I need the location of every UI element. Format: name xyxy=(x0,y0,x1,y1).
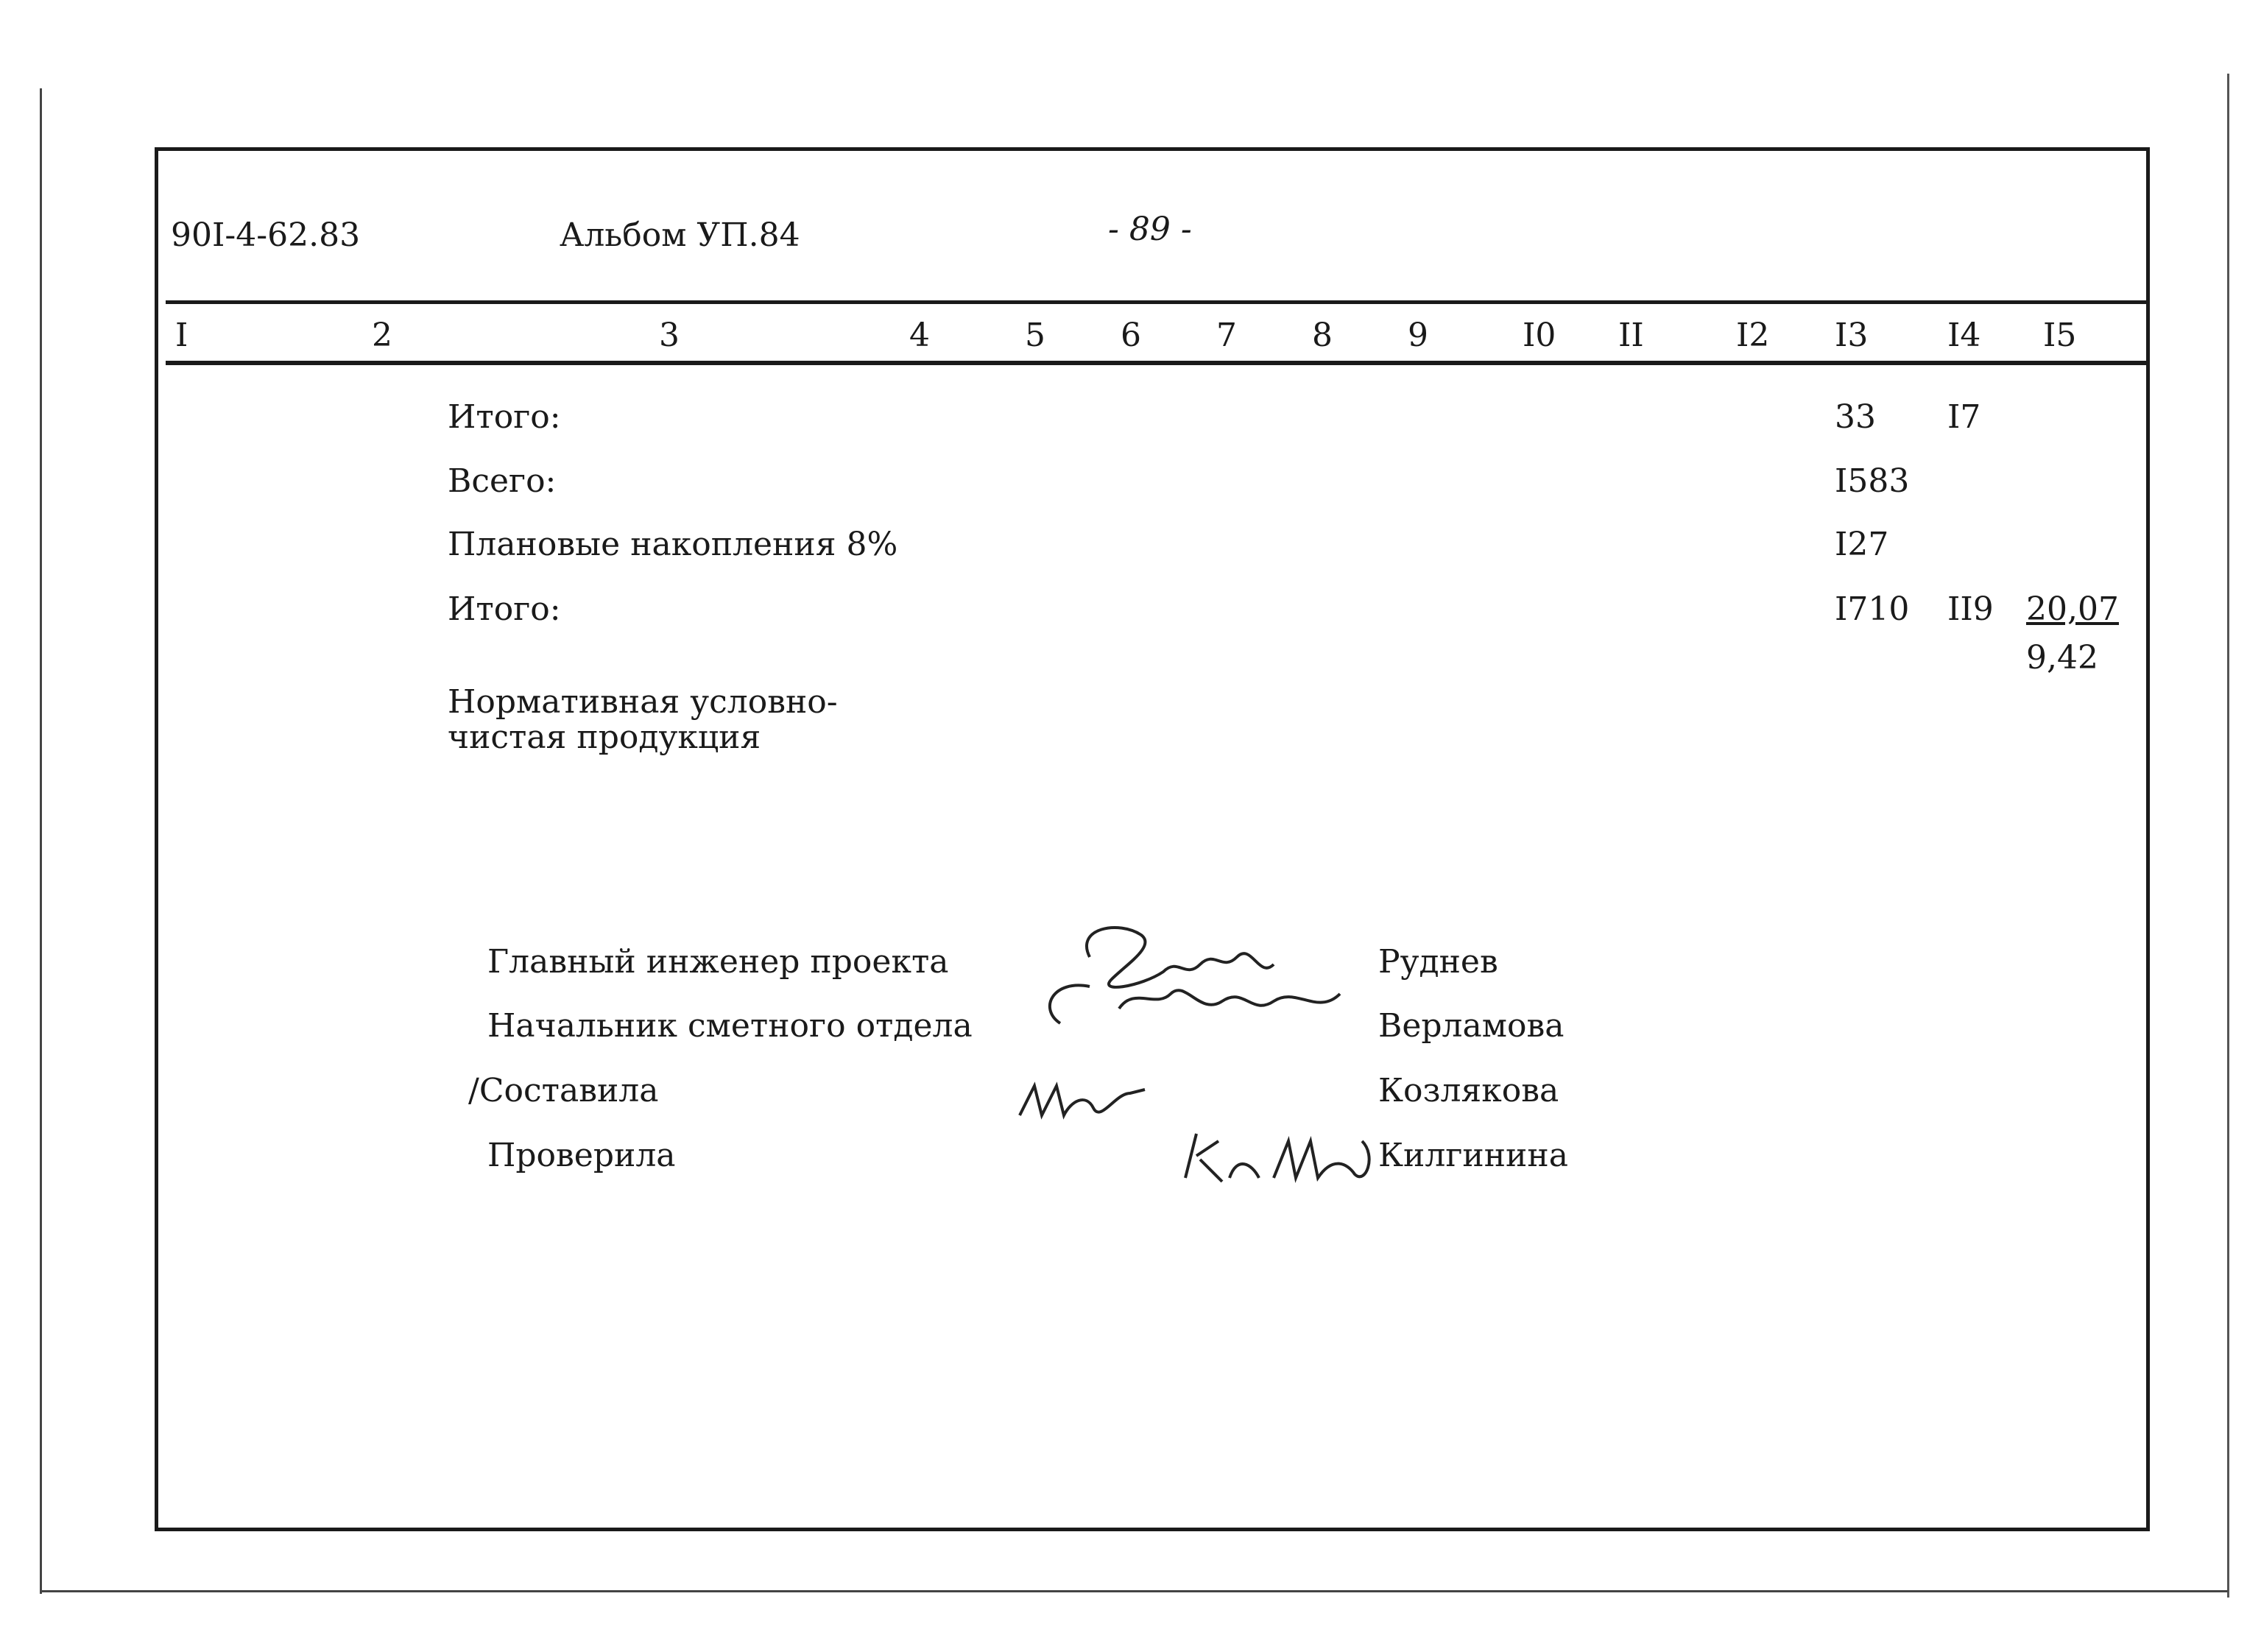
sig-name-kilginina: Килгинина xyxy=(1378,1137,1568,1174)
col-number-5: 5 xyxy=(1025,317,1045,354)
col-number-11: II xyxy=(1618,317,1644,354)
row-label-itogo-2: Итого: xyxy=(448,590,561,628)
handwritten-signature-3 xyxy=(1178,1112,1384,1193)
sig-role-compiled: /Составила xyxy=(468,1072,659,1109)
outer-left-border xyxy=(40,88,42,1594)
col-number-14: I4 xyxy=(1947,317,1981,354)
col-number-13: I3 xyxy=(1835,317,1869,354)
doc-code: 90I-4-62.83 xyxy=(171,216,361,254)
sig-role-chief-engineer: Главный инженер проекта xyxy=(487,943,949,981)
album-title: Альбом УП.84 xyxy=(560,216,800,254)
handwritten-signature-1 xyxy=(1031,913,1384,1060)
row-itogo-2-c15-second: 9,42 xyxy=(2026,639,2098,677)
row-label-itogo-1: Итого: xyxy=(448,398,561,436)
col-number-9: 9 xyxy=(1408,317,1428,354)
row-label-vsego: Всего: xyxy=(448,462,557,500)
sig-role-checked: Проверила xyxy=(487,1137,676,1174)
sig-name-kozlyakova: Козлякова xyxy=(1378,1072,1559,1109)
row-label-planovye: Плановые накопления 8% xyxy=(448,526,898,563)
col-number-4: 4 xyxy=(909,317,930,354)
col-number-3: 3 xyxy=(659,317,680,354)
columns-rule xyxy=(166,361,2146,365)
sig-name-verlamova: Верламова xyxy=(1378,1007,1565,1045)
col-number-12: I2 xyxy=(1736,317,1770,354)
col-number-15: I5 xyxy=(2043,317,2077,354)
col-number-2: 2 xyxy=(372,317,392,354)
header-rule xyxy=(166,300,2146,304)
row-planovye-c13: I27 xyxy=(1835,526,1889,563)
handwritten-signature-2 xyxy=(1012,1071,1152,1130)
norm-label-line1: Нормативная условно- xyxy=(448,683,838,721)
col-number-6: 6 xyxy=(1121,317,1141,354)
outer-right-border xyxy=(2227,74,2229,1598)
row-vsego-c13: I583 xyxy=(1835,462,1910,500)
outer-bottom-border xyxy=(41,1590,2228,1592)
row-itogo-2-c14: II9 xyxy=(1947,590,1994,628)
row-itogo-2-c15: 20,07 xyxy=(2026,590,2119,628)
col-number-7: 7 xyxy=(1216,317,1237,354)
row-itogo-1-c13: 33 xyxy=(1835,398,1876,436)
sig-name-rudnev: Руднев xyxy=(1378,943,1498,981)
row-itogo-1-c14: I7 xyxy=(1947,398,1981,436)
norm-label-line2: чистая продукция xyxy=(448,719,761,756)
col-number-8: 8 xyxy=(1312,317,1333,354)
document-frame xyxy=(155,147,2150,1531)
row-itogo-2-c13: I710 xyxy=(1835,590,1910,628)
col-number-1: I xyxy=(175,317,188,354)
page-number: - 89 - xyxy=(1108,211,1192,248)
sig-role-head-estimate: Начальник сметного отдела xyxy=(487,1007,973,1045)
col-number-10: I0 xyxy=(1523,317,1556,354)
